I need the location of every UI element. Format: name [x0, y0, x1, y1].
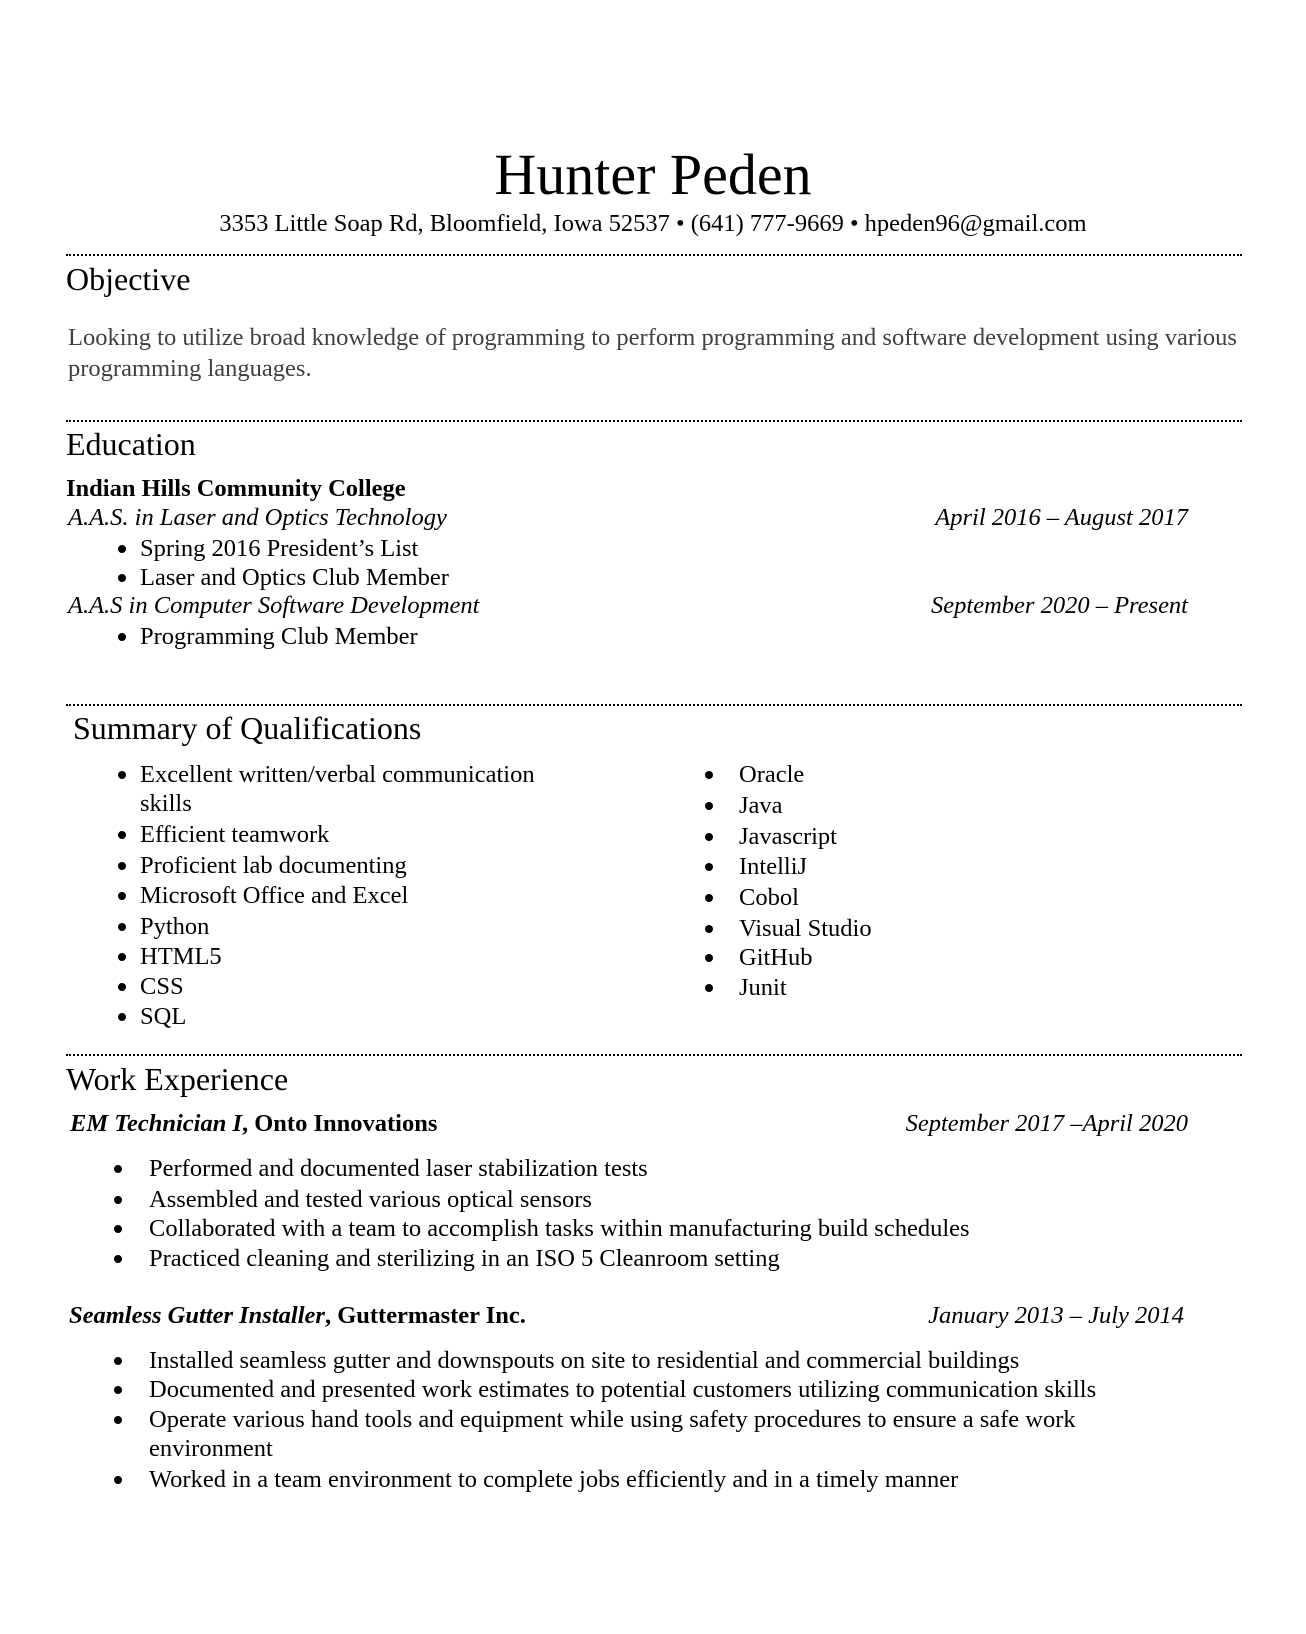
- bullet-icon: [118, 633, 126, 641]
- section-divider: [66, 1054, 1242, 1056]
- bullet-icon: [118, 892, 126, 900]
- bullet-icon: [705, 925, 713, 933]
- work-heading: Work Experience: [66, 1061, 289, 1097]
- job-duty: Performed and documented laser stabilization tests: [149, 1155, 648, 1182]
- skill-item: Junit: [739, 974, 787, 1001]
- job-role: Seamless Gutter Installer: [69, 1302, 325, 1329]
- bullet-icon: [114, 1196, 122, 1204]
- job-duty: Practiced cleaning and sterilizing in an ISO 5 Cleanroom setting: [149, 1245, 780, 1272]
- bullet-icon: [118, 771, 126, 779]
- skill-item: GitHub: [739, 944, 813, 971]
- bullet-icon: [705, 802, 713, 810]
- bullet-icon: [118, 545, 126, 553]
- bullet-icon: [118, 983, 126, 991]
- skill-item: Visual Studio: [739, 915, 872, 942]
- skill-item: IntelliJ: [739, 853, 808, 880]
- list-item: Programming Club Member: [140, 623, 418, 650]
- job-dates: January 2013 – July 2014: [928, 1302, 1184, 1329]
- skill-item: Proficient lab documenting: [140, 852, 407, 879]
- degree-dates: September 2020 – Present: [931, 592, 1188, 619]
- list-item: Laser and Optics Club Member: [140, 564, 449, 591]
- bullet-icon: [705, 984, 713, 992]
- bullet-icon: [114, 1476, 122, 1484]
- skill-item: Oracle: [739, 761, 805, 788]
- bullet-icon: [114, 1225, 122, 1233]
- skill-item: CSS: [140, 973, 184, 1000]
- job-duty: Installed seamless gutter and downspouts on site to residential and commercial buildings: [149, 1347, 1020, 1374]
- job-company: , Onto Innovations: [242, 1110, 438, 1137]
- section-divider: [66, 704, 1242, 706]
- job-duty: Documented and presented work estimates to potential customers utilizing communication skills: [149, 1376, 1097, 1403]
- job-company: , Guttermaster Inc.: [324, 1302, 526, 1329]
- job-title-line: [70, 1109, 437, 1139]
- bullet-icon: [114, 1357, 122, 1365]
- job-duty-continued: environment: [149, 1435, 273, 1462]
- job-title-line: [69, 1301, 526, 1331]
- skill-item: Javascript: [739, 823, 837, 850]
- section-divider: [66, 254, 1242, 256]
- candidate-name: Hunter Peden: [494, 142, 812, 207]
- skill-item: Python: [140, 913, 210, 940]
- list-item: Spring 2016 President’s List: [140, 535, 419, 562]
- bullet-icon: [705, 894, 713, 902]
- bullet-icon: [114, 1165, 122, 1173]
- bullet-icon: [705, 833, 713, 841]
- bullet-icon: [705, 863, 713, 871]
- contact-line: 3353 Little Soap Rd, Bloomfield, Iowa 52537 • (641) 777-9669 • hpeden96@gmail.com: [219, 210, 1087, 237]
- skill-item: Excellent written/verbal communication: [140, 761, 535, 788]
- skill-item: Java: [739, 792, 783, 819]
- objective-text: Looking to utilize broad knowledge of programming to perform programming and software development using various programming languages.: [68, 324, 1237, 382]
- degree-name: A.A.S in Computer Software Development: [68, 592, 480, 619]
- job-dates: September 2017 –April 2020: [905, 1110, 1188, 1137]
- bullet-icon: [118, 1013, 126, 1021]
- job-role: EM Technician I: [70, 1110, 242, 1137]
- bullet-icon: [705, 771, 713, 779]
- section-divider: [66, 420, 1242, 422]
- job-duty: Assembled and tested various optical sensors: [149, 1186, 592, 1213]
- bullet-icon: [118, 574, 126, 582]
- bullet-icon: [118, 831, 126, 839]
- education-heading: Education: [66, 426, 196, 462]
- bullet-icon: [114, 1255, 122, 1263]
- job-duty: Collaborated with a team to accomplish tasks within manufacturing build schedules: [149, 1215, 970, 1242]
- bullet-icon: [705, 954, 713, 962]
- school-name: Indian Hills Community College: [66, 475, 406, 502]
- skill-item: Cobol: [739, 884, 799, 911]
- skill-item: Efficient teamwork: [140, 821, 330, 848]
- job-duty: Worked in a team environment to complete jobs efficiently and in a timely manner: [149, 1466, 959, 1493]
- bullet-icon: [118, 862, 126, 870]
- job-duty: Operate various hand tools and equipment while using safety procedures to ensure a safe work: [149, 1406, 1076, 1433]
- skill-item: Microsoft Office and Excel: [140, 882, 409, 909]
- bullet-icon: [114, 1416, 122, 1424]
- skill-item: HTML5: [140, 943, 222, 970]
- degree-name: A.A.S. in Laser and Optics Technology: [68, 504, 447, 531]
- degree-dates: April 2016 – August 2017: [935, 504, 1188, 531]
- bullet-icon: [118, 923, 126, 931]
- objective-heading: Objective: [66, 261, 191, 297]
- bullet-icon: [114, 1386, 122, 1394]
- bullet-icon: [118, 953, 126, 961]
- skill-item-continued: skills: [140, 790, 192, 817]
- qualifications-heading: Summary of Qualifications: [73, 710, 422, 746]
- skill-item: SQL: [140, 1003, 187, 1030]
